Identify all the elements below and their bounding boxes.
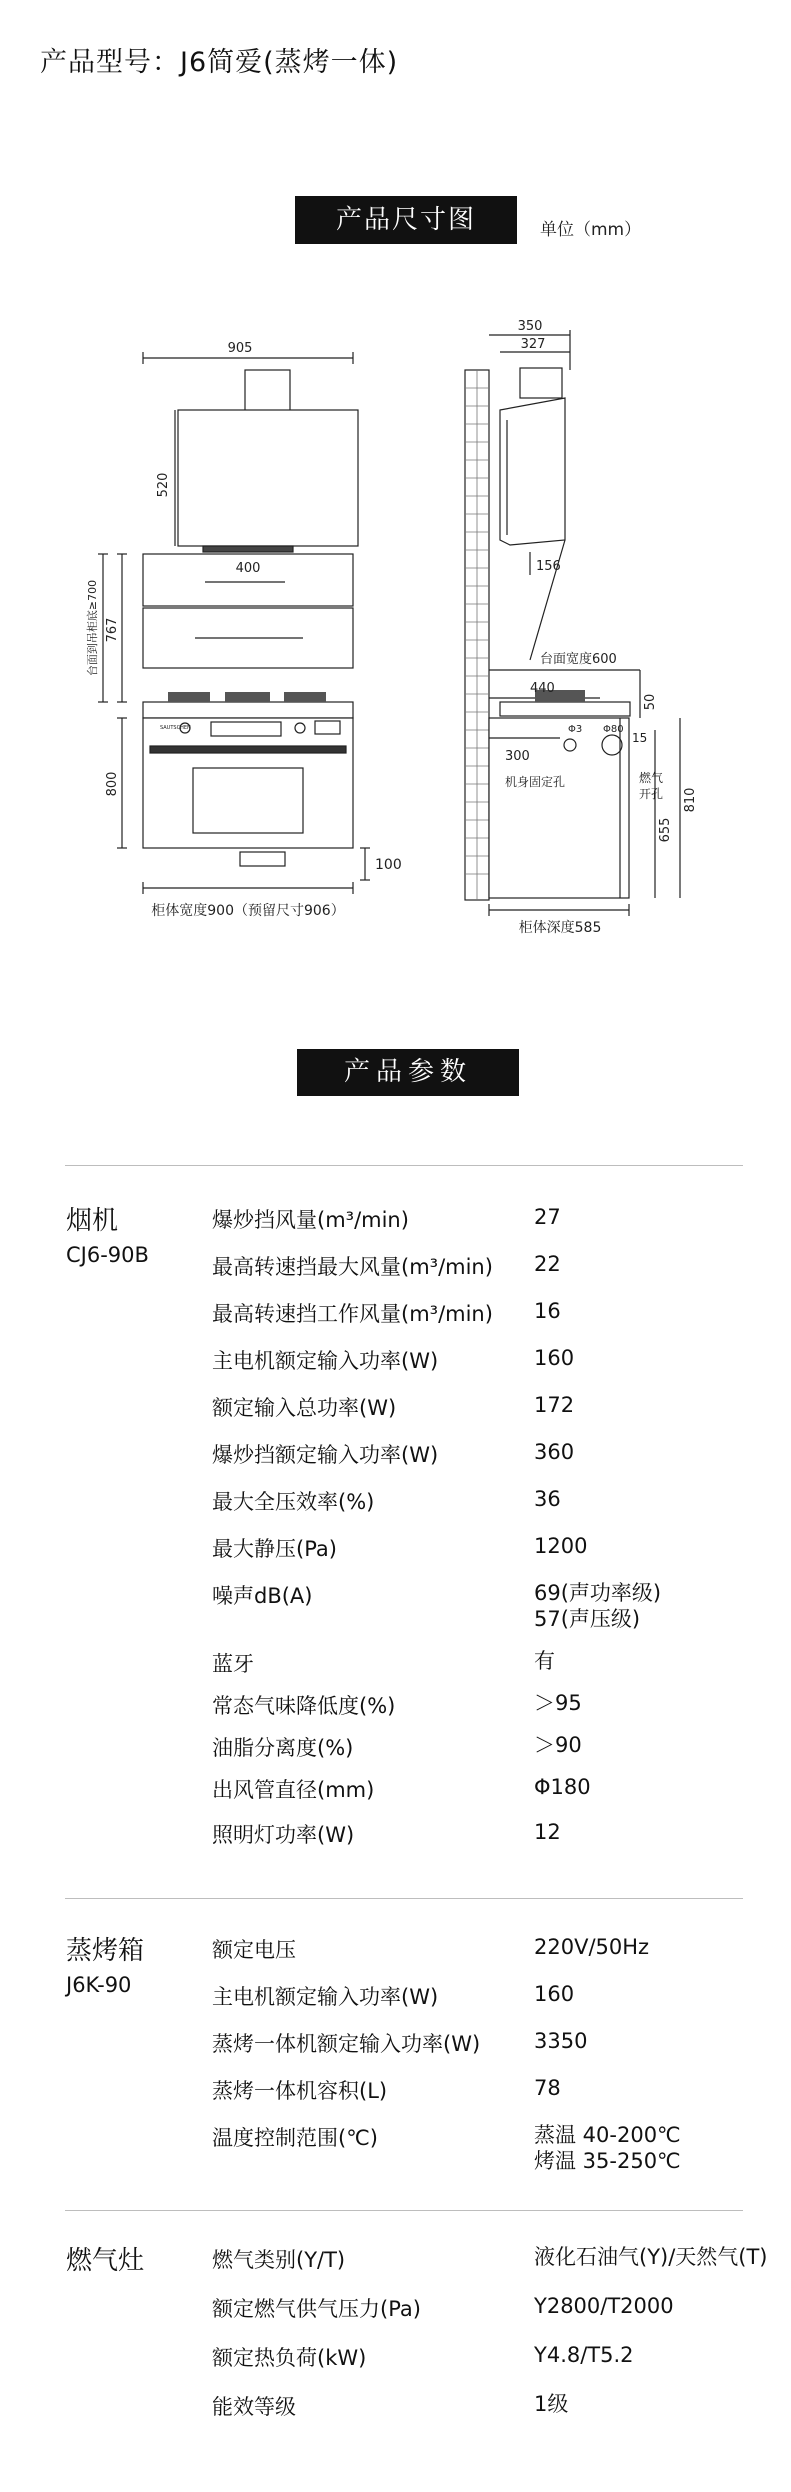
spec-value: 12 [534, 1820, 561, 1844]
spec-label: 额定热负荷(kW) [212, 2346, 367, 2370]
side-view [465, 330, 680, 916]
front-view [98, 352, 370, 894]
dim-810: 810 [683, 787, 698, 813]
unit-note: 单位（mm） [540, 220, 642, 240]
spec-label: 爆炒挡额定输入功率(W) [212, 1443, 439, 1467]
spec-label: 照明灯功率(W) [212, 1823, 355, 1847]
fix-hole-label: 机身固定孔 [505, 775, 566, 789]
divider [65, 2210, 743, 2211]
spec-value: 27 [534, 1205, 561, 1229]
spec-label: 温度控制范围(℃) [212, 2126, 378, 2150]
spec-value: 172 [534, 1393, 575, 1417]
front-caption: 柜体宽度900（预留尺寸906） [151, 903, 345, 919]
spec-value: 蒸温 40-200℃ 烤温 35-250℃ [534, 2123, 681, 2173]
dim-300: 300 [505, 749, 530, 764]
spec-value: 16 [534, 1299, 561, 1323]
dim-905: 905 [227, 341, 253, 356]
dim-156: 156 [536, 559, 561, 574]
spec-label: 最高转速挡工作风量(m³/min) [212, 1302, 493, 1326]
counter-width-label: 台面宽度600 [540, 652, 617, 667]
section-title: 烟机 [66, 1206, 119, 1236]
spec-label: 额定燃气供气压力(Pa) [212, 2297, 421, 2321]
page-title: 产品型号：J6简爱(蒸烤一体) [40, 47, 399, 78]
spec-label: 噪声dB(A) [212, 1584, 313, 1608]
spec-value: ＞90 [534, 1733, 582, 1757]
dimension-diagram [0, 270, 791, 990]
spec-label: 出风管直径(mm) [212, 1778, 375, 1802]
spec-label: 最大全压效率(%) [212, 1490, 375, 1514]
dim-440: 440 [530, 681, 555, 696]
spec-label: 油脂分离度(%) [212, 1736, 354, 1760]
spec-value: Φ180 [534, 1775, 591, 1799]
section-model: CJ6-90B [66, 1243, 149, 1267]
spec-label: 最高转速挡最大风量(m³/min) [212, 1255, 493, 1279]
hole-o80: Φ80 [603, 724, 624, 735]
spec-label: 额定输入总功率(W) [212, 1396, 397, 1420]
spec-value: 1级 [534, 2392, 569, 2416]
spec-label: 燃气类别(Y/T) [212, 2248, 346, 2272]
spec-label: 蒸烤一体机额定输入功率(W) [212, 2032, 481, 2056]
spec-value: 160 [534, 1982, 575, 2006]
dim-767: 767 [105, 617, 120, 643]
spec-label: 主电机额定输入功率(W) [212, 1985, 439, 2009]
spec-value: 69(声功率级) 57(声压级) [534, 1581, 662, 1631]
dim-400: 400 [235, 561, 261, 576]
spec-value: 160 [534, 1346, 575, 1370]
dim-15: 15 [632, 731, 648, 745]
spec-label: 能效等级 [212, 2395, 296, 2419]
spec-label: 最大静压(Pa) [212, 1537, 337, 1561]
spec-value: 220V/50Hz [534, 1935, 650, 1959]
spec-value: 有 [534, 1649, 555, 1673]
spec-label: 额定电压 [212, 1938, 296, 1962]
section-model: J6K-90 [66, 1973, 132, 1997]
gas-hole-label-2: 开孔 [639, 787, 664, 801]
spec-label: 常态气味降低度(%) [212, 1694, 396, 1718]
section-title: 蒸烤箱 [66, 1936, 145, 1966]
hole-o3: Φ3 [568, 724, 583, 735]
section-title: 燃气灶 [66, 2246, 145, 2276]
spec-value: 1200 [534, 1534, 588, 1558]
spec-label: 主电机额定输入功率(W) [212, 1349, 439, 1373]
spec-value: Y4.8/T5.2 [534, 2343, 634, 2367]
spec-value: 液化石油气(Y)/天然气(T) [534, 2245, 768, 2269]
dim-800: 800 [105, 771, 120, 797]
dim-520: 520 [156, 472, 171, 498]
size-section-banner: 产品尺寸图 [295, 196, 517, 244]
dim-350: 350 [517, 319, 543, 334]
spec-value: 3350 [534, 2029, 588, 2053]
clearance-label: 台面到吊柜底≥700 [86, 579, 99, 677]
spec-value: 36 [534, 1487, 561, 1511]
divider [65, 1898, 743, 1899]
brand-label: SAUTSCHEN [160, 725, 191, 731]
divider [65, 1165, 743, 1166]
dim-655: 655 [658, 817, 673, 843]
spec-value: ＞95 [534, 1691, 582, 1715]
spec-value: Y2800/T2000 [534, 2294, 674, 2318]
spec-label: 爆炒挡风量(m³/min) [212, 1208, 409, 1232]
params-section-banner: 产品参数 [297, 1049, 519, 1096]
gas-hole-label-1: 燃气 [639, 771, 664, 785]
spec-label: 蓝牙 [212, 1652, 254, 1676]
dim-100: 100 [375, 857, 402, 873]
spec-value: 78 [534, 2076, 561, 2100]
spec-value: 22 [534, 1252, 561, 1276]
side-caption: 柜体深度585 [518, 920, 602, 936]
spec-value: 360 [534, 1440, 575, 1464]
dim-50: 50 [643, 693, 658, 711]
spec-label: 蒸烤一体机容积(L) [212, 2079, 388, 2103]
dim-327: 327 [520, 337, 546, 352]
